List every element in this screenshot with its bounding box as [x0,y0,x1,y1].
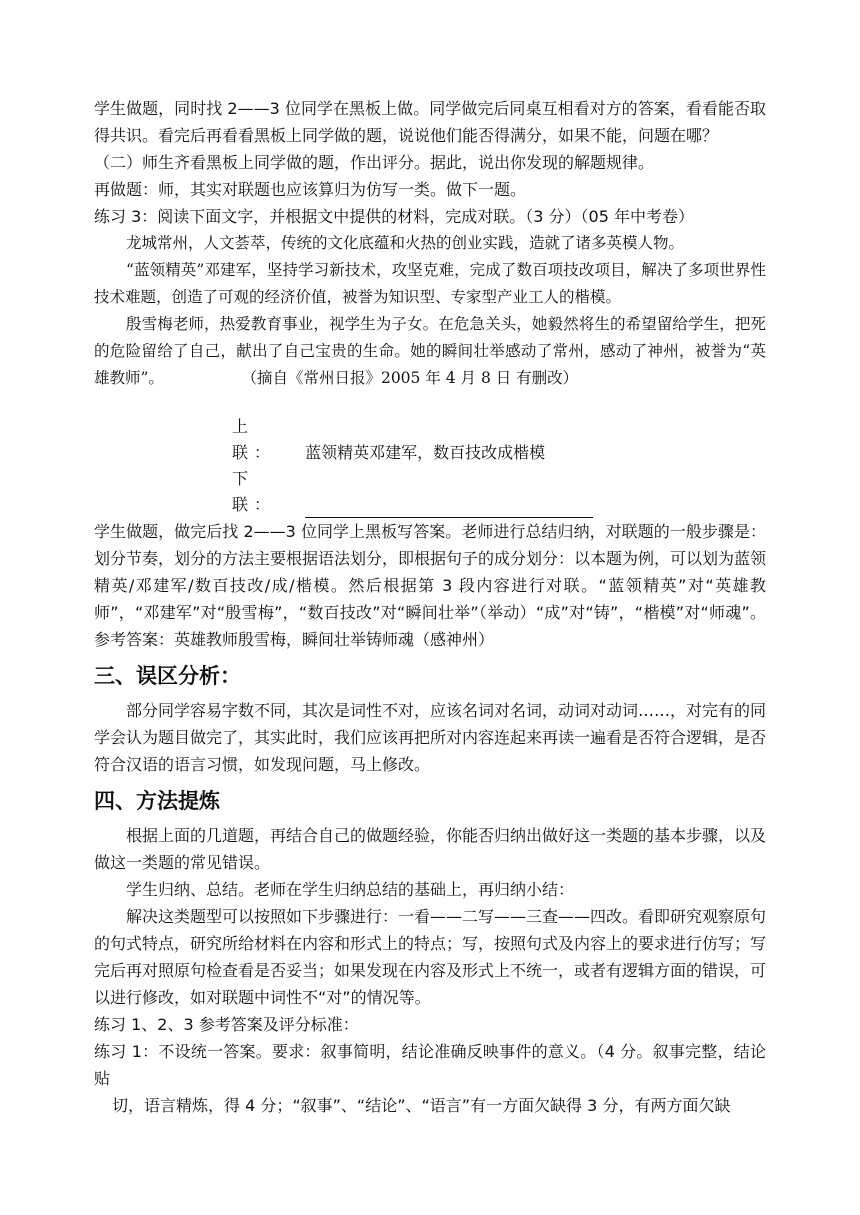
section-4-paragraph-2: 学生归纳、总结。老师在学生归纳总结的基础上，再归纳小结： [126,880,575,899]
paragraph-couplet-analysis: 学生做题，做完后找 2——3 位同学上黑板写答案。老师进行总结归纳，对联题的一般步骤是：划分节奏，划分的方法主要根据语法划分，即根据句子的成分划分：以本题为例，可以划为蓝领精英/邓建军/数百技改/成/楷模。然后根据第 3 段内容进行对联。“蓝领精英”对“英雄教师”，“邓建军”对“殷雪梅”，“数百技改”对“瞬间壮举”（举动）“成”对“铸”，“楷模”对“师魂”。参考答案：英雄教师殷雪梅，瞬间壮举铸师魂（感神州） [94,522,767,649]
couplet-upper [232,414,766,466]
couplet-upper-text: 蓝领精英邓建军，数百技改成楷模 [305,443,546,462]
exercise-3-prompt: 练习 3：阅读下面文字，并根据文中提供的材料，完成对联。（3 分）（05 年中考卷） [94,207,694,226]
couplet-lower-label: 下 联： [232,469,277,514]
section-4-exercise-1-answer: 练习 1：不设统一答案。要求：叙事简明，结论准确反映事件的意义。（4 分。叙事完整，结论贴 [94,1042,766,1088]
section-3-text: 部分同学容易字数不同，其次是词性不对，应该名词对名词，动词对动词……，对完有的同学会认为题目做完了，其实此时，我们应该再把所对内容连起来再读一遍看是否符合逻辑，是否符合汉语的语言习惯，如发现问题，马上修改。 [94,701,767,774]
paragraph-redo: 再做题：师，其实对联题也应该算归为仿写一类。做下一题。 [94,180,527,199]
passage-3-source: （摘自《常州日报》2005 年 4 月 8 日 有删改） [249,369,579,387]
exercise-3-passage-3 [94,311,766,392]
spacer [94,392,766,414]
exercise-3-passage-2: “蓝领精英”邓建军，坚持学习新技术，攻坚克难，完成了数百项技改项目，解决了多项世界性技术难题，创造了可观的经济价值，被誉为知识型、专家型产业工人的楷模。 [94,261,766,306]
section-4-exercise-1-scoring: 切，语言精炼，得 4 分；“叙事”、“结论”、“语言”有一方面欠缺得 3 分，有两方面欠缺 [112,1096,731,1115]
paragraph-student-practice: 学生做题，同时找 2——3 位同学在黑板上做。同学做完后同桌互相看对方的答案，看看能否取得共识。看完后再看看黑板上同学做的题，说说他们能否得满分，如果不能，问题在哪？ [94,99,766,145]
section-4-paragraph-1: 根据上面的几道题，再结合自己的做题经验，你能否归纳出做好这一类题的基本步骤，以及做这一类题的常见错误。 [94,826,767,872]
document-content [94,95,766,1119]
exercise-3-passage-1: 龙城常州，人文荟萃，传统的文化底蕴和火热的创业实践，造就了诸多英模人物。 [126,234,685,252]
couplet-lower [232,466,766,518]
couplet-lower-blank[interactable] [305,499,593,518]
section-3-title: 三、误区分析： [94,664,241,688]
couplet-upper-label: 上 联： [232,417,277,462]
section-4-answers-heading: 练习 1、2、3 参考答案及评分标准： [94,1015,359,1034]
section-4-title: 四、方法提炼 [94,789,220,813]
passage-3-text: 殷雪梅老师，热爱教育事业，视学生为子女。在危急关头，她毅然将生的希望留给学生，把死的危险留给了自己，献出了自己宝贵的生命。她的瞬间壮举感动了常州，感动了神州，被誉为“英雄教师”。 [94,315,766,387]
paragraph-teacher-review: （二）师生齐看黑板上同学做的题，作出评分。据此，说出你发现的解题规律。 [94,153,655,172]
section-4-paragraph-3: 解决这类题型可以按照如下步骤进行：一看——二写——三查——四改。看即研究观察原句的句式特点，研究所给材料在内容和形式上的特点；写，按照句式及内容上的要求进行仿写；写完后再对照原句检查看是否妥当；如果发现在内容及形式上不统一，或者有逻辑方面的错误，可以进行修改，如对联题中词性不“对”的情况等。 [94,907,767,1007]
